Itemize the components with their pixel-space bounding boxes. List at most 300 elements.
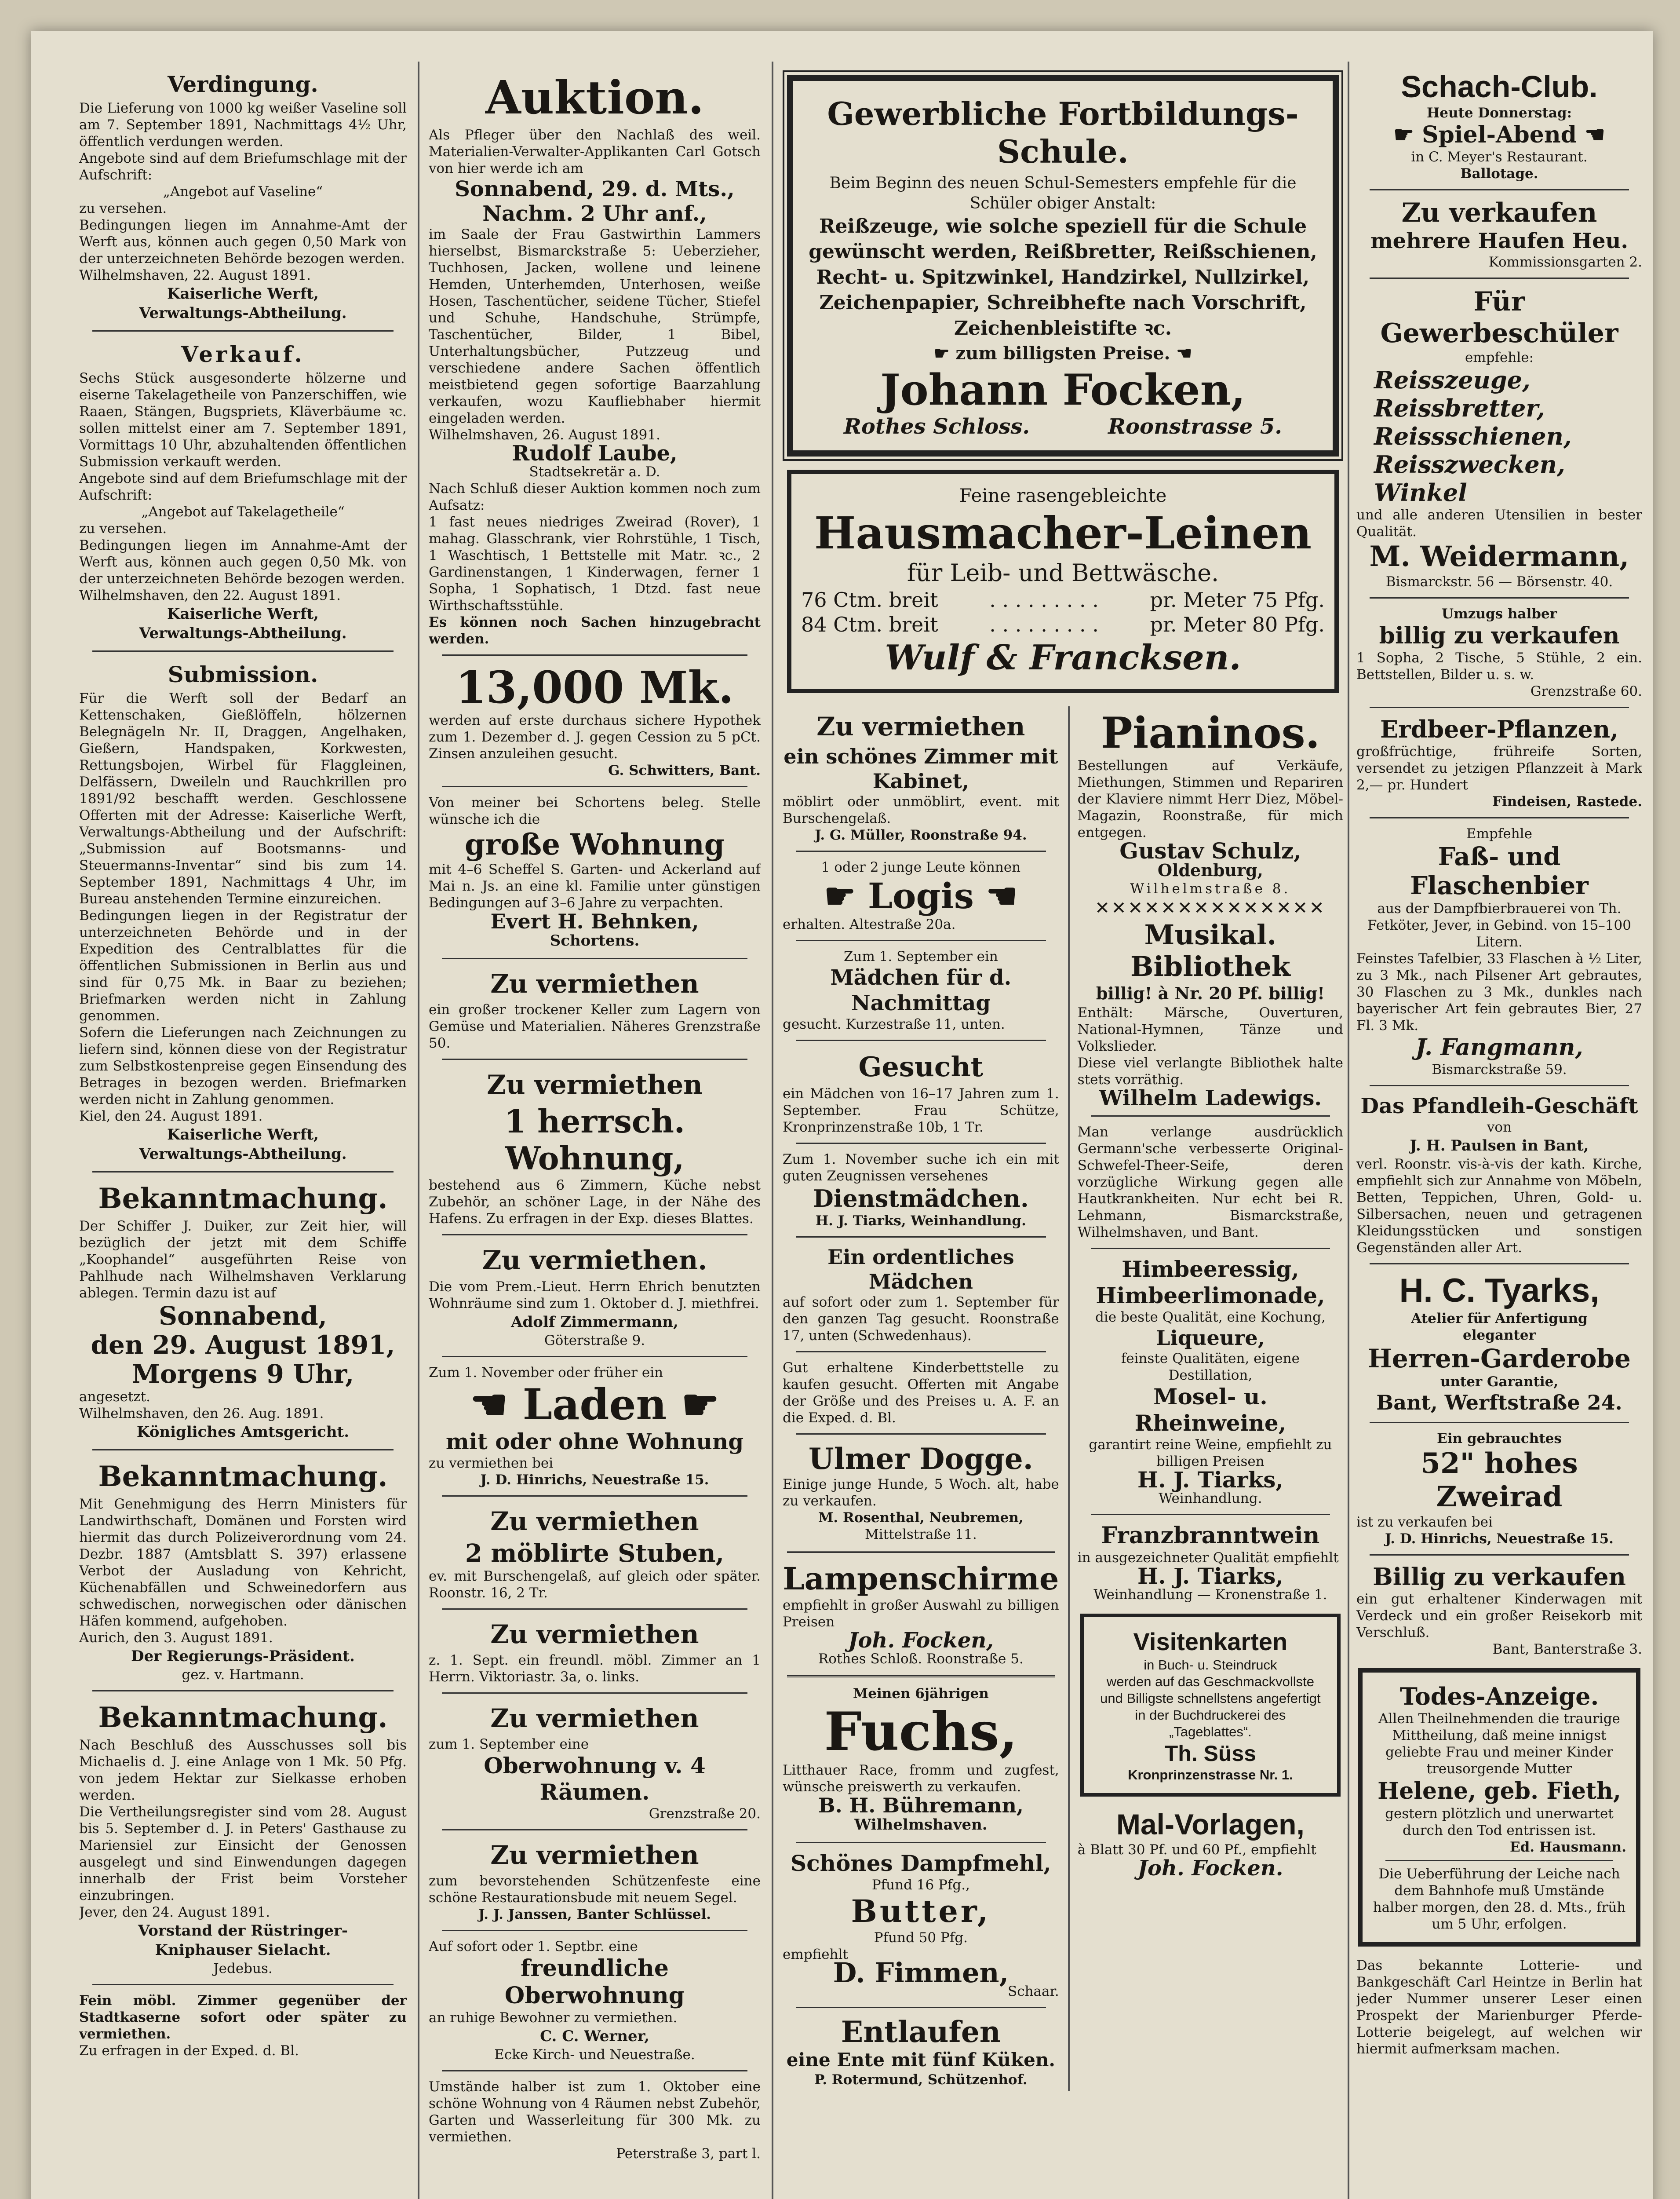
ad-dampfmehl (783, 1848, 1059, 2002)
ad-date: Wilhelmshaven, den 22. August 1891. (79, 588, 341, 603)
ad-address: Roonstrasse 5. (1108, 414, 1282, 439)
ad-text: Pfund 16 Pfg., (871, 1877, 970, 1893)
pointing-hand-icon: ☚ (470, 1380, 523, 1429)
column-rule (772, 62, 773, 2199)
ad-signature: Schortens. (550, 932, 640, 950)
ad-schach-club (1356, 66, 1642, 185)
ad-text: Umstände halber ist zum 1. Oktober eine schöne Wohnung von 4 Räumen nebst Zubehör, Garten und Wasserleitung für 300 Mk. zu vermiethen. (429, 2079, 761, 2145)
ad-verkauf (79, 336, 407, 646)
ad-bekanntmachung-2 (79, 1455, 407, 1686)
separator (1370, 1422, 1629, 1423)
ad-todes-anzeige (1358, 1668, 1640, 1947)
ad-item: Reisszwecken, (1374, 450, 1565, 479)
ad-text: und alle anderen Utensilien in bester Qualität. (1356, 507, 1642, 540)
ad-text: Zum 1. September ein (843, 949, 998, 964)
ad-text: Das bekannte Lotterie- und Bankgeschäft Carl Heintze in Berlin hat jeder Nummer unserer Leser einen Prospekt der Marienburger Pferde-Lotterie beigelegt, auf welchen wir hiermit aufmerksam machen. (1356, 1958, 1642, 2057)
ad-signature: Th. Süss (1164, 1741, 1257, 1766)
ad-signature: Weinhandlung. (1159, 1490, 1262, 1506)
ad-highlight (1356, 121, 1642, 149)
separator (442, 786, 747, 787)
separator (442, 958, 747, 959)
separator (442, 654, 747, 656)
ad-text: mit 4–6 Scheffel S. Garten- und Ackerland auf Mai n. Js. an eine kl. Familie unter günstigen Bedingungen auf 3–6 Jahre zu verpachten. (429, 862, 761, 911)
ad-text: Feine rasengebleichte (959, 485, 1167, 506)
ad-highlight: Musikal. Bibliothek (1130, 919, 1290, 983)
ad-highlight: Himbeerlimonade, (1096, 1282, 1325, 1308)
ad-highlight: Dienstmädchen. (813, 1184, 1029, 1213)
ad-text: ev. mit Burschengelaß, auf gleich oder später. Roonstr. 16, 2 Tr. (429, 1568, 761, 1601)
ad-signature: Göterstraße 9. (544, 1333, 645, 1348)
ad-text: z. 1. Sept. ein freundl. möbl. Zimmer an 1 Herrn. Viktoriastr. 3a, o. links. (429, 1652, 761, 1685)
column-rule (1348, 62, 1349, 2199)
column-3b (1068, 706, 1343, 2091)
ad-freundliche-oberwohnung (429, 1936, 761, 2066)
ad-text: Ein gebrauchtes (1437, 1431, 1562, 1447)
ad-text: ein Mädchen von 16–17 Jahren zum 1. September. Frau Schütze, Kronprinzenstraße 10b, 1 Tr. (783, 1086, 1059, 1135)
ad-title: Zu vermiethen (816, 712, 1025, 742)
ad-text: Ballotage. (1460, 166, 1538, 182)
ad-highlight: mehrere Haufen Heu. (1370, 229, 1629, 253)
ad-ordentliches-maedchen (783, 1242, 1059, 1347)
separator (442, 1692, 747, 1694)
ad-highlight: billig! à Nr. 20 Pf. billig! (1096, 983, 1325, 1003)
ad-text: gesucht. Kurzestraße 11, unten. (783, 1016, 1005, 1032)
ad-title: Zu vermiethen (487, 1070, 703, 1100)
ad-signature: Rothes Schloß. Roonstraße 5. (818, 1651, 1024, 1667)
ad-signature: P. Rotermund, Schützenhof. (814, 2072, 1028, 2088)
ad-text: Meinen 6jährigen (853, 1686, 989, 1702)
separator (442, 1234, 747, 1235)
ad-signature: J. G. Müller, Roonstraße 94. (815, 827, 1027, 843)
ad-highlight-text: Logis (867, 875, 974, 917)
price-leader: . . . . . . . . . (989, 613, 1099, 636)
ad-text: feinste Qualitäten, eigene Destillation, (1121, 1351, 1300, 1383)
column-4 (1356, 66, 1642, 2060)
ad-text: erhalten. Altestraße 20a. (783, 917, 956, 932)
separator (796, 1040, 1046, 1041)
ad-signature: Oldenburg, (1157, 860, 1263, 880)
separator (796, 1433, 1046, 1435)
ad-title: Hausmacher-Leinen (814, 507, 1312, 559)
separator (1370, 1085, 1629, 1086)
ad-text: Reißzeuge, wie solche speziell für die Schule gewünscht werden, Reißbretter, Reißschienen, Recht- u. Spitzwinkel, Handzirkel, Nullzirkel, Zeichenpapier, Schreibhefte nach Vorschrift, Zeichenbleistifte ꝛc. (809, 215, 1317, 340)
ad-signature: D. Fimmen, (833, 1957, 1009, 1989)
ad-text: in ausgezeichneter Qualität empfiehlt (1077, 1550, 1339, 1566)
ad-highlight (783, 876, 1059, 916)
ad-text: Nach Schluß dieser Auktion kommen noch zum Aufsatz: (429, 481, 761, 513)
ad-text: eleganter (1463, 1327, 1536, 1343)
ad-text: Zum 1. November suche ich ein mit guten Zeugnissen versehenes (783, 1151, 1059, 1184)
ad-text: zum 1. September eine (429, 1736, 589, 1752)
separator (1370, 1263, 1629, 1264)
ad-text: ein großer trockener Keller zum Lagern von Gemüse und Materialien. Näheres Grenzstraße 50. (429, 1002, 761, 1051)
ad-text: Die Vertheilungsregister sind vom 28. August bis 5. September d. J. in Peters' Gasthause zu Mariensiel zur Einsicht der Genossen ausgelegt und sind Einwendungen dagegen innerhalb der Frist beim Vorsteher einzubringen. (79, 1804, 407, 1903)
ad-text: in Buch- u. Steindruck (1144, 1657, 1277, 1673)
separator (442, 1930, 747, 1931)
ad-text: zu vermiethen bei (429, 1455, 554, 1471)
ad-address-row (805, 414, 1321, 439)
ad-highlight: H. C. Tyarks, (1399, 1272, 1600, 1309)
column-1 (79, 66, 407, 2062)
ad-title: Zu vermiethen (490, 1840, 699, 1870)
ad-hausmacher-leinen (787, 470, 1339, 693)
ad-text: Bestellungen auf Verkäufe, Miethungen, Stimmen und Repariren der Klaviere nimmt Herr Diez, Möbel-Magazin, Roonstraße, für mich entgegen. (1077, 758, 1343, 840)
ad-verdingung (79, 66, 407, 326)
price-row (801, 612, 1325, 637)
ad-title: Gesucht (858, 1051, 984, 1083)
ad-highlight: eine Ente mit fünf Küken. (786, 2049, 1055, 2071)
ad-hypothek (429, 660, 761, 782)
ad-highlight: freundliche Oberwohnung (504, 1955, 685, 2009)
ad-highlight-text: Spiel-Abend (1421, 121, 1577, 148)
ad-highlight: Liqueure, (1156, 1326, 1265, 1350)
ad-text: 1 oder 2 junge Leute können (821, 859, 1021, 875)
separator (1370, 278, 1629, 279)
ad-text: verl. Roonstr. vis-à-vis der kath. Kirche, empfiehlt sich zur Annahme von Möbeln, Betten, Teppichen, Uhren, Gold- u. Silbersachen, neuen und getragenen Kleidungsstücken und sonstigen Gegenständen aller Art. (1356, 1156, 1642, 1256)
ad-text: Angebote sind auf dem Briefumschlage mit der Aufschrift: (79, 150, 407, 183)
ad-title: Zu vermiethen (490, 969, 699, 999)
ad-title: Bekanntmachung. (98, 1182, 388, 1215)
ad-text: Beim Beginn des neuen Schul-Semesters empfehle für die Schüler obiger Anstalt: (829, 174, 1297, 212)
ad-grosse-wohnung (429, 792, 761, 953)
ad-signature: Rudolf Laube, (512, 441, 678, 466)
price-leader: . . . . . . . . . (989, 588, 1099, 612)
separator (1091, 1115, 1330, 1117)
column-rule (418, 62, 419, 2199)
ad-signature: Verwaltungs-Abtheilung. (139, 304, 347, 322)
ad-text: Pfund 50 Pfg. (874, 1930, 968, 1946)
ad-highlight: billig zu verkaufen (1379, 622, 1620, 649)
ad-signature: Adolf Zimmermann, (511, 1313, 678, 1331)
ad-text: Bedingungen liegen in der Registratur der unterzeichneten Behörde und in der Expedition des Centralblattes für die öffentlichen Submissionen in Berlin aus und sind für 0,75 Mk. in Baar zu beziehen; Briefmarken werden nicht in Zahlung genommen. (79, 908, 407, 1024)
pointing-hand-icon: ☚ (1170, 343, 1192, 364)
ad-highlight (429, 1381, 761, 1428)
ad-text: Die vom Prem.-Lieut. Herrn Ehrich benutzten Wohnräume sind zum 1. Oktober d. J. miethfrei. (429, 1279, 761, 1311)
ad-highlight: 52" hohes Zweirad (1421, 1447, 1578, 1513)
ad-text: Peterstraße 3, part l. (616, 2146, 761, 2162)
ad-signature: Bant, Werftstraße 24. (1376, 1391, 1622, 1414)
ad-signature: Joh. Focken. (1137, 1856, 1283, 1881)
ad-signature: Wilhelmshaven. (854, 1816, 988, 1834)
ad-text: gestern plötzlich und unerwartet durch den Tod entrissen ist. (1385, 1806, 1614, 1838)
ad-signature: Kaiserliche Werft, (167, 1126, 319, 1143)
column-3 (783, 66, 1343, 2091)
ad-franzbranntwein (1078, 1520, 1343, 1606)
ad-text: Atelier für Anfertigung (1411, 1311, 1588, 1326)
ad-highlight: Das Pfandleih-Geschäft (1360, 1094, 1638, 1118)
ad-signature: Evert H. Behnken, (490, 910, 699, 933)
ad-signature: Jedebus. (213, 1961, 273, 1976)
ad-gesucht (783, 1045, 1059, 1138)
ad-signature: Schaar. (1007, 1983, 1059, 1999)
ad-highlight: Faß- und Flaschenbier (1410, 842, 1589, 900)
ad-highlight: 1 herrsch. Wohnung, (504, 1103, 685, 1177)
separator (1370, 189, 1629, 190)
separator (1091, 1248, 1330, 1249)
ad-text: Mit Genehmigung des Herrn Ministers für Landwirthschaft, Domänen und Forsten wird hiermit das durch Polizeiverordnung vom 24. Dezbr. 1887 (Amtsblatt S. 397) erlassene Verbot der Ausladung von Kehricht, Küchenabfällen und Schweinedorfern aus schwedischen, norwegischen oder dänischen Häfen kommend, aufgehoben. (79, 1496, 407, 1629)
ad-highlight: Erdbeer-Pflanzen, (1380, 715, 1618, 743)
ad-text: Litthauer Race, fromm und zugfest, wünsche preiswerth zu verkaufen. (783, 1762, 1059, 1795)
ad-text: ist zu verkaufen bei (1356, 1514, 1493, 1530)
pointing-hand-icon: ☛ (824, 875, 868, 917)
ad-signature: H. J. Tiarks, (1137, 1563, 1283, 1589)
ad-text: „Angebot auf Vaseline“ (163, 184, 323, 200)
ad-text: Diese viel verlangte Bibliothek halte stets vorräthig. (1077, 1055, 1343, 1088)
ad-text: Enthält: Märsche, Ouverturen, National-Hymnen, Tänze und Volkslieder. (1077, 1005, 1343, 1054)
ornament-row: ✕✕✕✕✕✕✕✕✕✕✕✕✕✕ (1095, 898, 1326, 918)
ad-highlight: Nachm. 2 Uhr anf., (482, 201, 707, 226)
ad-title: Zu vermiethen (490, 1506, 699, 1536)
separator (92, 1690, 394, 1691)
ad-text: Auf sofort oder 1. Septbr. eine (429, 1939, 638, 1954)
ad-highlight: Mal-Vorlagen, (1116, 1808, 1305, 1841)
ad-text: Man verlange ausdrücklich Germann'sche verbesserte Original-Schwefel-Theer-Seife, deren vorzügliche Wirkung gegen alle Hautkrankheiten. Nur echt bei R. Lehmann, Bismarckstraße, Wilhelmshaven, und Bant. (1077, 1124, 1343, 1240)
separator (1370, 817, 1629, 818)
ad-title: Bekanntmachung. (98, 1701, 388, 1734)
ad-signature: Bismarckstraße 59. (1432, 1062, 1567, 1078)
ad-text: auf sofort oder zum 1. September für den ganzen Tag gesucht. Roonstraße 17, unten (Schwedenhaus). (783, 1294, 1059, 1344)
ad-keller (429, 964, 761, 1054)
ad-highlight: Helene, geb. Fieth, (1378, 1778, 1621, 1804)
ad-bier (1356, 823, 1642, 1081)
ad-fortbildungsschule (787, 75, 1339, 457)
ad-text: Kommissionsgarten 2. (1488, 254, 1642, 270)
separator (442, 2070, 747, 2071)
ad-signature: Bismarckstr. 56 — Börsenstr. 40. (1385, 574, 1613, 590)
ad-lampenschirme (783, 1558, 1059, 1670)
ad-signature: gez. v. Hartmann. (182, 1667, 304, 1683)
ad-pfandleih (1356, 1091, 1642, 1259)
ad-heu (1356, 195, 1642, 273)
ad-dienstmaedchen (783, 1148, 1059, 1232)
ad-highlight: ein schönes Zimmer mit Kabinet, (784, 745, 1058, 793)
ad-title: Gewerbliche Fortbildungs-Schule. (827, 95, 1299, 170)
ad-title: Zu vermiethen (490, 1703, 699, 1733)
ad-date: Jever, den 24. August 1891. (79, 1904, 270, 1920)
ad-text: ein gut erhaltener Kinderwagen mit Verdeck und ein großer Reisekorb mit Verschluß. (1356, 1591, 1642, 1640)
column-3a (783, 706, 1059, 2091)
ad-highlight: Mosel- u. Rheinweine, (1134, 1384, 1286, 1436)
ad-text: großfrüchtige, frühreife Sorten, versendet zu jetzigen Pflanzzeit à Mark 2,— pr. Hundert (1356, 744, 1642, 793)
ad-text: garantirt reine Weine, empfiehlt zu billigen Preisen (1089, 1437, 1332, 1469)
price-label: 76 Ctm. breit (801, 588, 938, 612)
separator (796, 2007, 1046, 2008)
ad-text: Bedingungen liegen im Annahme-Amt der Werft aus, können auch gegen 0,50 Mk. von der unterzeichneten Behörde bezogen werden. (79, 537, 407, 587)
ad-text: zu versehen. (79, 201, 167, 216)
separator (442, 1495, 747, 1497)
separator (796, 1236, 1046, 1238)
ad-signature: Ecke Kirch- und Neuestraße. (494, 2047, 695, 2063)
newspaper-page (31, 31, 1653, 2199)
ad-text: möblirt oder unmöblirt, event. mit Burschengelaß. (783, 794, 1059, 826)
ad-wohnraeume (429, 1240, 761, 1352)
ad-signature: Findeisen, Rastede. (1492, 794, 1642, 810)
ad-signature: B. H. Bühremann, (818, 1794, 1024, 1817)
ad-signature: G. Schwitters, Bant. (608, 763, 761, 778)
ad-herrsch-wohnung (429, 1064, 761, 1230)
separator (92, 1171, 394, 1173)
ad-kinderbettstelle (783, 1357, 1059, 1429)
ad-highlight: Für Gewerbeschüler (1380, 286, 1618, 349)
ad-title: Zu vermiethen (490, 1619, 699, 1649)
ad-text: Fein möbl. Zimmer gegenüber der Stadtkaserne sofort oder später zu vermiethen. (79, 1993, 407, 2042)
ad-text: Es können noch Sachen hinzugebracht werden. (429, 614, 761, 647)
ad-signature: Wilhelmstraße 8. (1130, 881, 1291, 897)
ad-address: Rothes Schloss. (844, 414, 1030, 439)
pointing-hand-icon: ☚ (973, 875, 1018, 917)
ad-highlight: Lampenschirme (783, 1560, 1059, 1597)
ad-highlight: Morgens 9 Uhr, (131, 1359, 354, 1389)
ad-pianinos (1078, 706, 1343, 900)
ad-signature: Königliches Amtsgericht. (136, 1423, 350, 1441)
pointing-hand-icon: ☛ (933, 343, 956, 364)
separator (1370, 597, 1629, 599)
price-value: pr. Meter 80 Pfg. (1150, 613, 1325, 636)
ad-text: Einige junge Hunde, 5 Woch. alt, habe zu verkaufen. (783, 1476, 1059, 1509)
ad-highlight: 13,000 Mk. (456, 661, 734, 713)
ad-text: Zu erfragen in der Exped. d. Bl. (79, 2043, 299, 2059)
ad-signature: M. Weidermann, (1369, 540, 1629, 573)
ad-text: Angebote sind auf dem Briefumschlage mit der Aufschrift: (79, 471, 407, 503)
ad-auktion (429, 66, 761, 650)
ad-zimmer-kabinet (783, 706, 1059, 846)
ad-highlight: Butter, (851, 1893, 991, 1929)
ad-item: Reissschienen, (1374, 422, 1572, 450)
ad-schoene-wohnung (429, 2076, 761, 2165)
separator (92, 650, 394, 652)
ad-text: Feinstes Tafelbier, 33 Flaschen à ½ Liter, zu 3 Mk., nach Pilsener Art gebrautes, 30 Flaschen zu 3 Mk., dunkles nach bayerischer Art fein gebrautes Bier, 27 Fl. 3 Mk. (1356, 951, 1642, 1034)
ad-text: Bant, Banterstraße 3. (1492, 1641, 1642, 1657)
ad-theer-seife (1078, 1121, 1343, 1243)
separator (796, 940, 1046, 941)
ad-signature: Wilhelm Ladewigs. (1099, 1086, 1322, 1110)
ad-laden (429, 1362, 761, 1491)
ad-text: Umzugs halber (1441, 606, 1557, 622)
ad-signature: C. C. Werner, (540, 2027, 649, 2045)
ad-bekanntmachung-1 (79, 1177, 407, 1445)
ad-restaurationsbude (429, 1835, 761, 1925)
ad-entlaufen (783, 2013, 1059, 2091)
ad-signature: H. J. Tiarks, Weinhandlung. (815, 1213, 1026, 1229)
separator (442, 1356, 747, 1357)
ad-date: Wilhelmshaven, den 26. Aug. 1891. (79, 1406, 324, 1421)
ad-item: Reissbretter, (1374, 394, 1545, 422)
ad-lotterie (1356, 1954, 1642, 2060)
ad-signature: Joh. Focken, (848, 1628, 994, 1653)
separator (442, 1059, 747, 1060)
ad-highlight: den 29. August 1891, (91, 1330, 395, 1360)
ad-highlight: Schönes Dampfmehl, (791, 1850, 1051, 1876)
ad-text: für Leib- und Bettwäsche. (907, 559, 1219, 587)
ad-bibliothek (1078, 917, 1343, 1111)
ad-signature: Vorstand der Rüstringer- (138, 1922, 348, 1940)
ad-text: Gut erhaltene Kinderbettstelle zu kaufen gesucht. Offerten mit Angabe der Größe und des Preises u. A. F. an die Exped. d. Bl. (783, 1360, 1059, 1426)
ad-umzug (1356, 603, 1642, 702)
ad-title: Bekanntmachung. (98, 1460, 388, 1493)
ad-text: Allen Theilnehmenden die traurige Mittheilung, daß meine innigst geliebte Frau und meiner Kinder treusorgende Mutter (1378, 1711, 1620, 1777)
ad-title: Todes-Anzeige. (1399, 1682, 1599, 1710)
ad-text: empfehle: (1465, 350, 1534, 365)
separator (796, 1842, 1046, 1843)
ad-text: Sofern die Lieferungen nach Zeichnungen zu liefern sind, können diese von der Registratur zum Selbstkostenpreise gegen Einsendung des Betrages in bezogen werden. Briefmarken werden nicht in Zahlung genommen. (79, 1025, 407, 1107)
ad-text: zu versehen. (79, 521, 167, 537)
ad-title: Zu vermiethen. (482, 1245, 707, 1276)
ad-date: Kiel, den 24. August 1891. (79, 1108, 263, 1124)
ad-text: bestehend aus 6 Zimmern, Küche nebst Zubehör, an schöner Lage, in der Nähe des Hafens. Zu erfragen in der Exp. dieses Blattes. (429, 1177, 761, 1227)
price-label: 84 Ctm. breit (801, 613, 938, 636)
ad-zimmer-herrn (429, 1614, 761, 1688)
ad-text: Bedingungen liegen im Annahme-Amt der Werft aus, können auch gegen 0,50 Mark von der unterzeichneten Behörde bezogen werden. (79, 217, 407, 267)
ad-highlight: Herren-Garderobe (1368, 1344, 1631, 1373)
ad-himbeeressig (1078, 1253, 1343, 1509)
ad-text: werden auf erste durchaus sichere Hypothek zum 1. Dezember d. J. gegen Cession zu 5 pCt. Zinsen anzuleihen gesucht. (429, 712, 761, 762)
ad-signature: H. J. Tiarks, (1137, 1467, 1283, 1493)
ad-highlight: 2 möblirte Stuben, (465, 1539, 725, 1568)
separator (92, 330, 394, 332)
ad-oberwohnung (429, 1698, 761, 1825)
ad-text: Als Pfleger über den Nachlaß des weil. Materialien-Verwalter-Applikanten Carl Gotsch von hier werde ich am (429, 127, 761, 176)
ad-highlight-text: Laden (522, 1380, 667, 1429)
ad-highlight: Mädchen für d. Nachmittag (830, 965, 1012, 1015)
ad-title: Verdingung. (168, 71, 318, 97)
ad-signature: M. Rosenthal, Neubremen, (818, 1510, 1024, 1526)
separator (1091, 1514, 1330, 1515)
ad-highlight: Ulmer Dogge. (809, 1442, 1033, 1476)
ad-signature: Verwaltungs-Abtheilung. (139, 625, 347, 642)
ad-highlight: mit oder ohne Wohnung (445, 1428, 744, 1454)
ad-signature: J. Fangmann, (1415, 1034, 1583, 1061)
ad-highlight (805, 341, 1321, 366)
ad-bekanntmachung-3 (79, 1696, 407, 1980)
separator (92, 1449, 394, 1450)
ad-highlight: Zu verkaufen (1401, 197, 1597, 228)
ad-signature: Verwaltungs-Abtheilung. (139, 1145, 347, 1163)
ad-date: Wilhelmshaven, 26. August 1891. (429, 427, 660, 443)
ad-title: Verkauf. (181, 341, 305, 367)
ad-title: Submission. (168, 661, 318, 687)
ad-text: aus der Dampfbierbrauerei von Th. Fetköter, Jever, in Gebind. von 15–100 Litern. (1367, 901, 1631, 950)
ad-text: werden auf das Geschmackvollste und Billigste schnellstens angefertigt in der Buchdruckerei des „Tageblattes“. (1100, 1674, 1321, 1739)
ad-text: Grenzstraße 60. (1530, 683, 1642, 699)
pointing-hand-icon: ☛ (667, 1380, 719, 1429)
ad-highlight: Pianinos. (1101, 708, 1320, 758)
ad-text: Heute Donnerstag: (1426, 105, 1572, 121)
ad-text: von (1487, 1119, 1512, 1135)
ad-kinderwagen (1356, 1560, 1642, 1660)
ad-text: an ruhige Bewohner zu vermiethen. (429, 2010, 678, 2026)
ad-gewerbeschueler (1356, 283, 1642, 593)
ad-highlight: Franzbranntwein (1101, 1522, 1320, 1549)
pointing-hand-icon: ☛ (1393, 121, 1422, 148)
ad-text: im Saale der Frau Gastwirthin Lammers hierselbst, Bismarckstraße 5: Ueberzieher, Tuchhosen, Jacken, wollene und leinene Hemden, Unterhemden, Unterhosen, weiße Hosen, Taschentücher, seidene Tücher, Stiefel und Schuhe, Handschuhe, Strümpfe, Taschentücher, Bilder, 1 Bibel, Unterhaltungsbücher, Putzzeug und verschiedene andere Sachen öffentlich meistbietend gegen sofortige Baarzahlung verkaufen, wozu Kaufliebhaber hiermit eingeladen werden. (429, 226, 761, 426)
ad-text: unter Garantie, (1440, 1374, 1559, 1390)
ad-signature: J. D. Hinrichs, Neuestraße 15. (1385, 1531, 1614, 1547)
ad-title: Auktion. (485, 70, 704, 124)
separator (1370, 707, 1629, 708)
ad-signature: J. D. Hinrichs, Neuestraße 15. (480, 1472, 709, 1488)
ad-text: 1 Sopha, 2 Tische, 5 Stühle, 2 ein. Bettstellen, Bilder u. s. w. (1356, 650, 1642, 683)
ad-signature: J. J. Janssen, Banter Schlüssel. (478, 1907, 711, 1922)
ad-highlight: Schach-Club. (1401, 69, 1598, 104)
ad-text: Zum 1. November oder früher ein (429, 1365, 663, 1381)
ad-signature: Stadtsekretär a. D. (529, 464, 660, 480)
separator (92, 1984, 394, 1985)
ad-logis (783, 856, 1059, 935)
ad-signature: Johann Focken, (880, 365, 1246, 415)
ad-signature: Kronprinzenstrasse Nr. 1. (1128, 1767, 1293, 1783)
ad-text: „Angebot auf Takelagetheile“ (141, 504, 345, 520)
separator (796, 1143, 1046, 1144)
